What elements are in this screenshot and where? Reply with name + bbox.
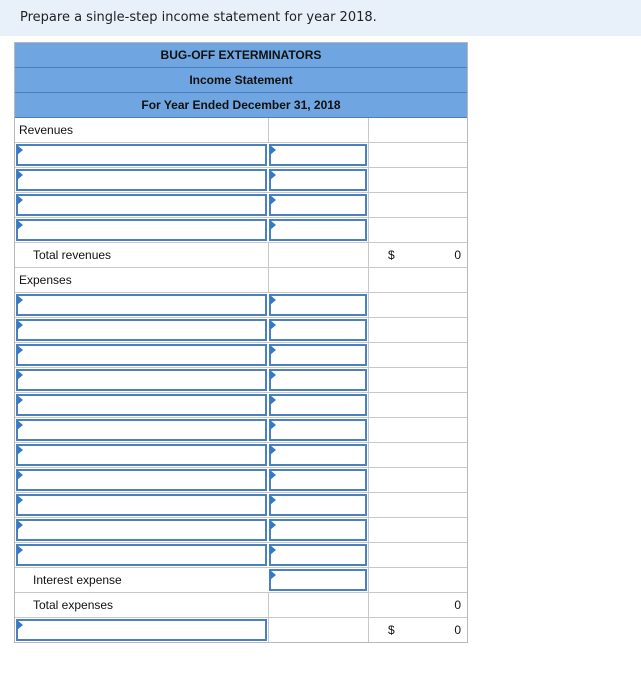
revenue-amount-input[interactable]: [269, 219, 367, 241]
expense-account-input[interactable]: [16, 444, 267, 466]
expense-amount-input[interactable]: [269, 319, 367, 341]
expense-row: [15, 343, 467, 368]
interest-expense-amount-input[interactable]: [269, 569, 367, 591]
statement-title: Income Statement: [15, 68, 467, 93]
expense-account-input[interactable]: [16, 369, 267, 391]
revenue-amount-input[interactable]: [269, 194, 367, 216]
revenue-row: [15, 193, 467, 218]
total-revenues-currency: $: [388, 248, 395, 262]
revenue-amount-input[interactable]: [269, 144, 367, 166]
expenses-heading-row: [15, 268, 467, 293]
net-income-currency: $: [388, 623, 395, 637]
expense-row: [15, 468, 467, 493]
expense-row: [15, 418, 467, 443]
income-statement-worksheet: [14, 42, 468, 643]
instruction-text: Prepare a single-step income statement for year 2018.: [20, 10, 377, 25]
expense-amount-input[interactable]: [269, 394, 367, 416]
expense-row: [15, 368, 467, 393]
expense-amount-input[interactable]: [269, 544, 367, 566]
expense-row: [15, 443, 467, 468]
expense-account-input[interactable]: [16, 294, 267, 316]
total-revenues-label: Total revenues: [33, 248, 112, 262]
interest-expense-row: [15, 568, 467, 593]
expense-row: [15, 293, 467, 318]
expense-amount-input[interactable]: [269, 419, 367, 441]
expense-account-input[interactable]: [16, 394, 267, 416]
revenue-account-input[interactable]: [16, 169, 267, 191]
revenue-account-input[interactable]: [16, 194, 267, 216]
expense-amount-input[interactable]: [269, 369, 367, 391]
total-expenses-value: 0: [454, 598, 461, 612]
expense-amount-input[interactable]: [269, 294, 367, 316]
expense-amount-input[interactable]: [269, 519, 367, 541]
expense-row: [15, 393, 467, 418]
expense-account-input[interactable]: [16, 544, 267, 566]
expense-row: [15, 518, 467, 543]
expense-account-input[interactable]: [16, 344, 267, 366]
expense-amount-input[interactable]: [269, 344, 367, 366]
total-revenues-row: [15, 243, 467, 268]
revenue-amount-input[interactable]: [269, 169, 367, 191]
company-name: BUG-OFF EXTERMINATORS: [15, 43, 467, 68]
expense-account-input[interactable]: [16, 419, 267, 441]
revenues-heading-row: [15, 118, 467, 143]
expense-amount-input[interactable]: [269, 494, 367, 516]
revenue-account-input[interactable]: [16, 144, 267, 166]
expense-account-input[interactable]: [16, 319, 267, 341]
expense-amount-input[interactable]: [269, 469, 367, 491]
expense-row: [15, 318, 467, 343]
instruction-bar: [0, 0, 641, 36]
revenue-row: [15, 168, 467, 193]
interest-expense-label: Interest expense: [33, 573, 122, 587]
revenue-row: [15, 218, 467, 243]
expense-account-input[interactable]: [16, 494, 267, 516]
total-expenses-label: Total expenses: [33, 598, 114, 612]
net-income-value: 0: [454, 623, 461, 637]
revenue-account-input[interactable]: [16, 219, 267, 241]
revenues-heading: Revenues: [19, 123, 74, 137]
expense-row: [15, 543, 467, 568]
expenses-heading: Expenses: [19, 273, 72, 287]
expense-row: [15, 493, 467, 518]
total-revenues-value: 0: [454, 248, 461, 262]
net-income-row: [15, 618, 467, 642]
expense-account-input[interactable]: [16, 469, 267, 491]
net-income-label-input[interactable]: [16, 619, 267, 641]
expense-amount-input[interactable]: [269, 444, 367, 466]
revenue-row: [15, 143, 467, 168]
statement-period: For Year Ended December 31, 2018: [15, 93, 467, 118]
total-expenses-row: [15, 593, 467, 618]
expense-account-input[interactable]: [16, 519, 267, 541]
